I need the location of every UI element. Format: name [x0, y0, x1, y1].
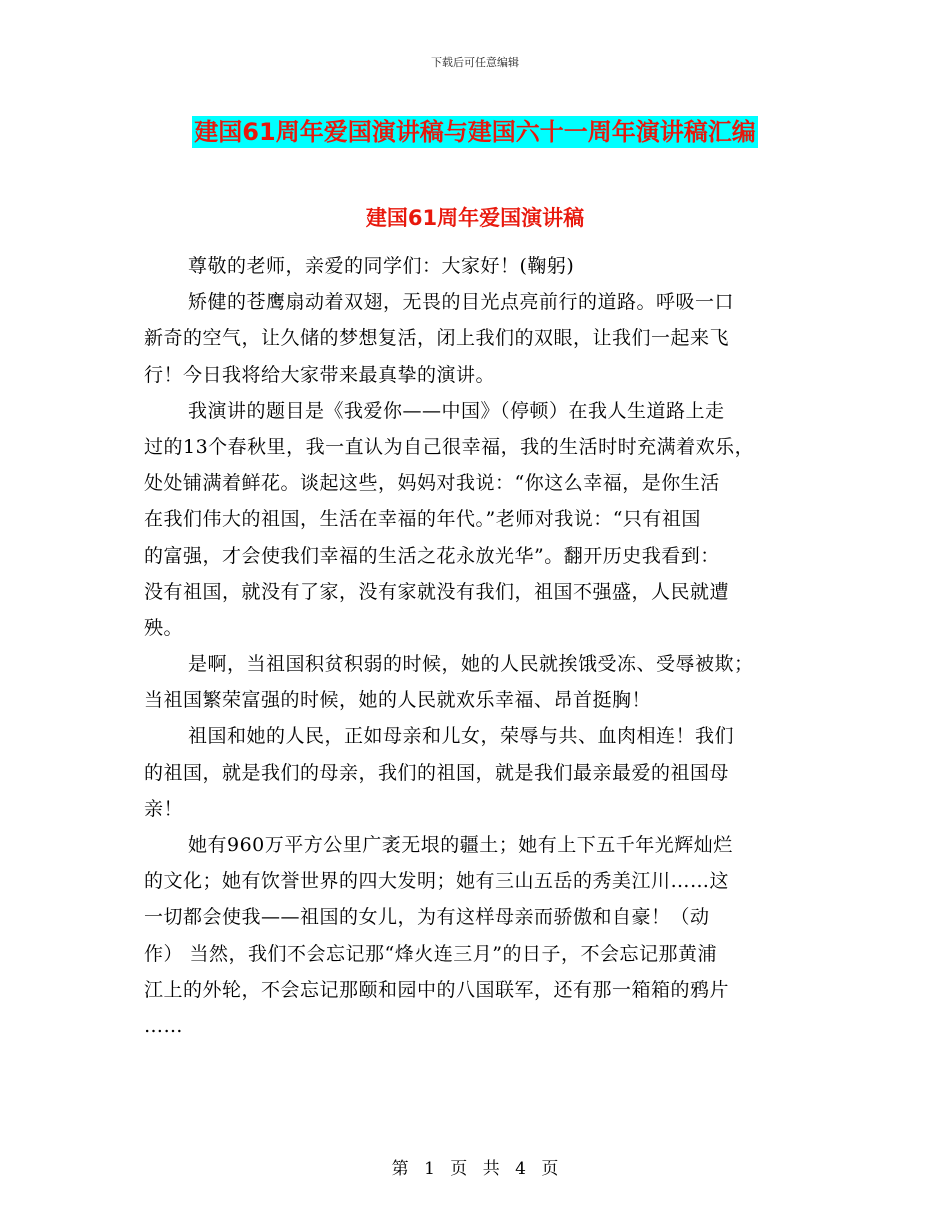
text-line: 在我们伟大的祖国，生活在幸福的年代。”老师对我说：“只有祖国 — [144, 508, 701, 531]
document-title-text: 建国61周年爱国演讲稿与建国六十一周年演讲稿汇编 — [194, 118, 756, 146]
text-line: 没有祖国，就没有了家，没有家就没有我们，祖国不强盛，人民就遭 — [144, 580, 730, 603]
text-line: 一切都会使我——祖国的女儿，为有这样母亲而骄傲和自豪！（动 — [144, 906, 710, 929]
page-footer: 第 1 页 共 4 页 — [391, 1159, 559, 1179]
text-line: 的祖国，就是我们的母亲，我们的祖国，就是我们最亲最爱的祖国母 — [144, 761, 730, 784]
text-line: 我演讲的题目是《我爱你——中国》（停顿）在我人生道路上走 — [188, 399, 725, 422]
text-line: 矫健的苍鹰扇动着双翅，无畏的目光点亮前行的道路。呼吸一口 — [188, 291, 735, 314]
text-line: 尊敬的老师，亲爱的同学们：大家好！(鞠躬) — [188, 255, 575, 277]
section-title: 建国61周年爱国演讲稿 — [365, 206, 585, 230]
text-line: 行！今日我将给大家带来最真挚的演讲。 — [144, 363, 496, 386]
text-line: 殃。 — [144, 616, 184, 639]
text-line: 祖国和她的人民，正如母亲和儿女，荣辱与共、血肉相连！我们 — [188, 725, 735, 748]
text-line: 她有960万平方公里广袤无垠的疆土；她有上下五千年光辉灿烂 — [188, 834, 733, 856]
document-title — [0, 116, 950, 148]
page-header: 下载后可任意编辑 — [431, 56, 519, 69]
text-line: 的文化；她有饮誉世界的四大发明；她有三山五岳的秀美江川……这 — [144, 870, 730, 893]
text-line: 的富强，才会使我们幸福的生活之花永放光华”。翻开历史我看到： — [144, 544, 720, 567]
text-line: 亲！ — [144, 797, 184, 820]
text-line: 作） 当然，我们不会忘记那“烽火连三月”的日子，不会忘记那黄浦 — [144, 942, 717, 965]
text-line: 处处铺满着鲜花。谈起这些，妈妈对我说：“你这么幸福，是你生活 — [144, 472, 720, 495]
text-line: 是啊，当祖国积贫积弱的时候，她的人民就挨饿受冻、受辱被欺； — [188, 653, 754, 676]
text-line: …… — [144, 1014, 183, 1037]
text-line: 过的13个春秋里，我一直认为自己很幸福，我的生活时时充满着欢乐， — [144, 435, 755, 458]
text-line: 江上的外轮，不会忘记那颐和园中的八国联军，还有那一箱箱的鸦片 — [144, 978, 730, 1001]
text-line: 新奇的空气，让久储的梦想复活，闭上我们的双眼，让我们一起来飞 — [144, 327, 730, 350]
speech-body — [144, 248, 810, 1044]
text-line: 当祖国繁荣富强的时候，她的人民就欢乐幸福、昂首挺胸！ — [144, 689, 652, 712]
